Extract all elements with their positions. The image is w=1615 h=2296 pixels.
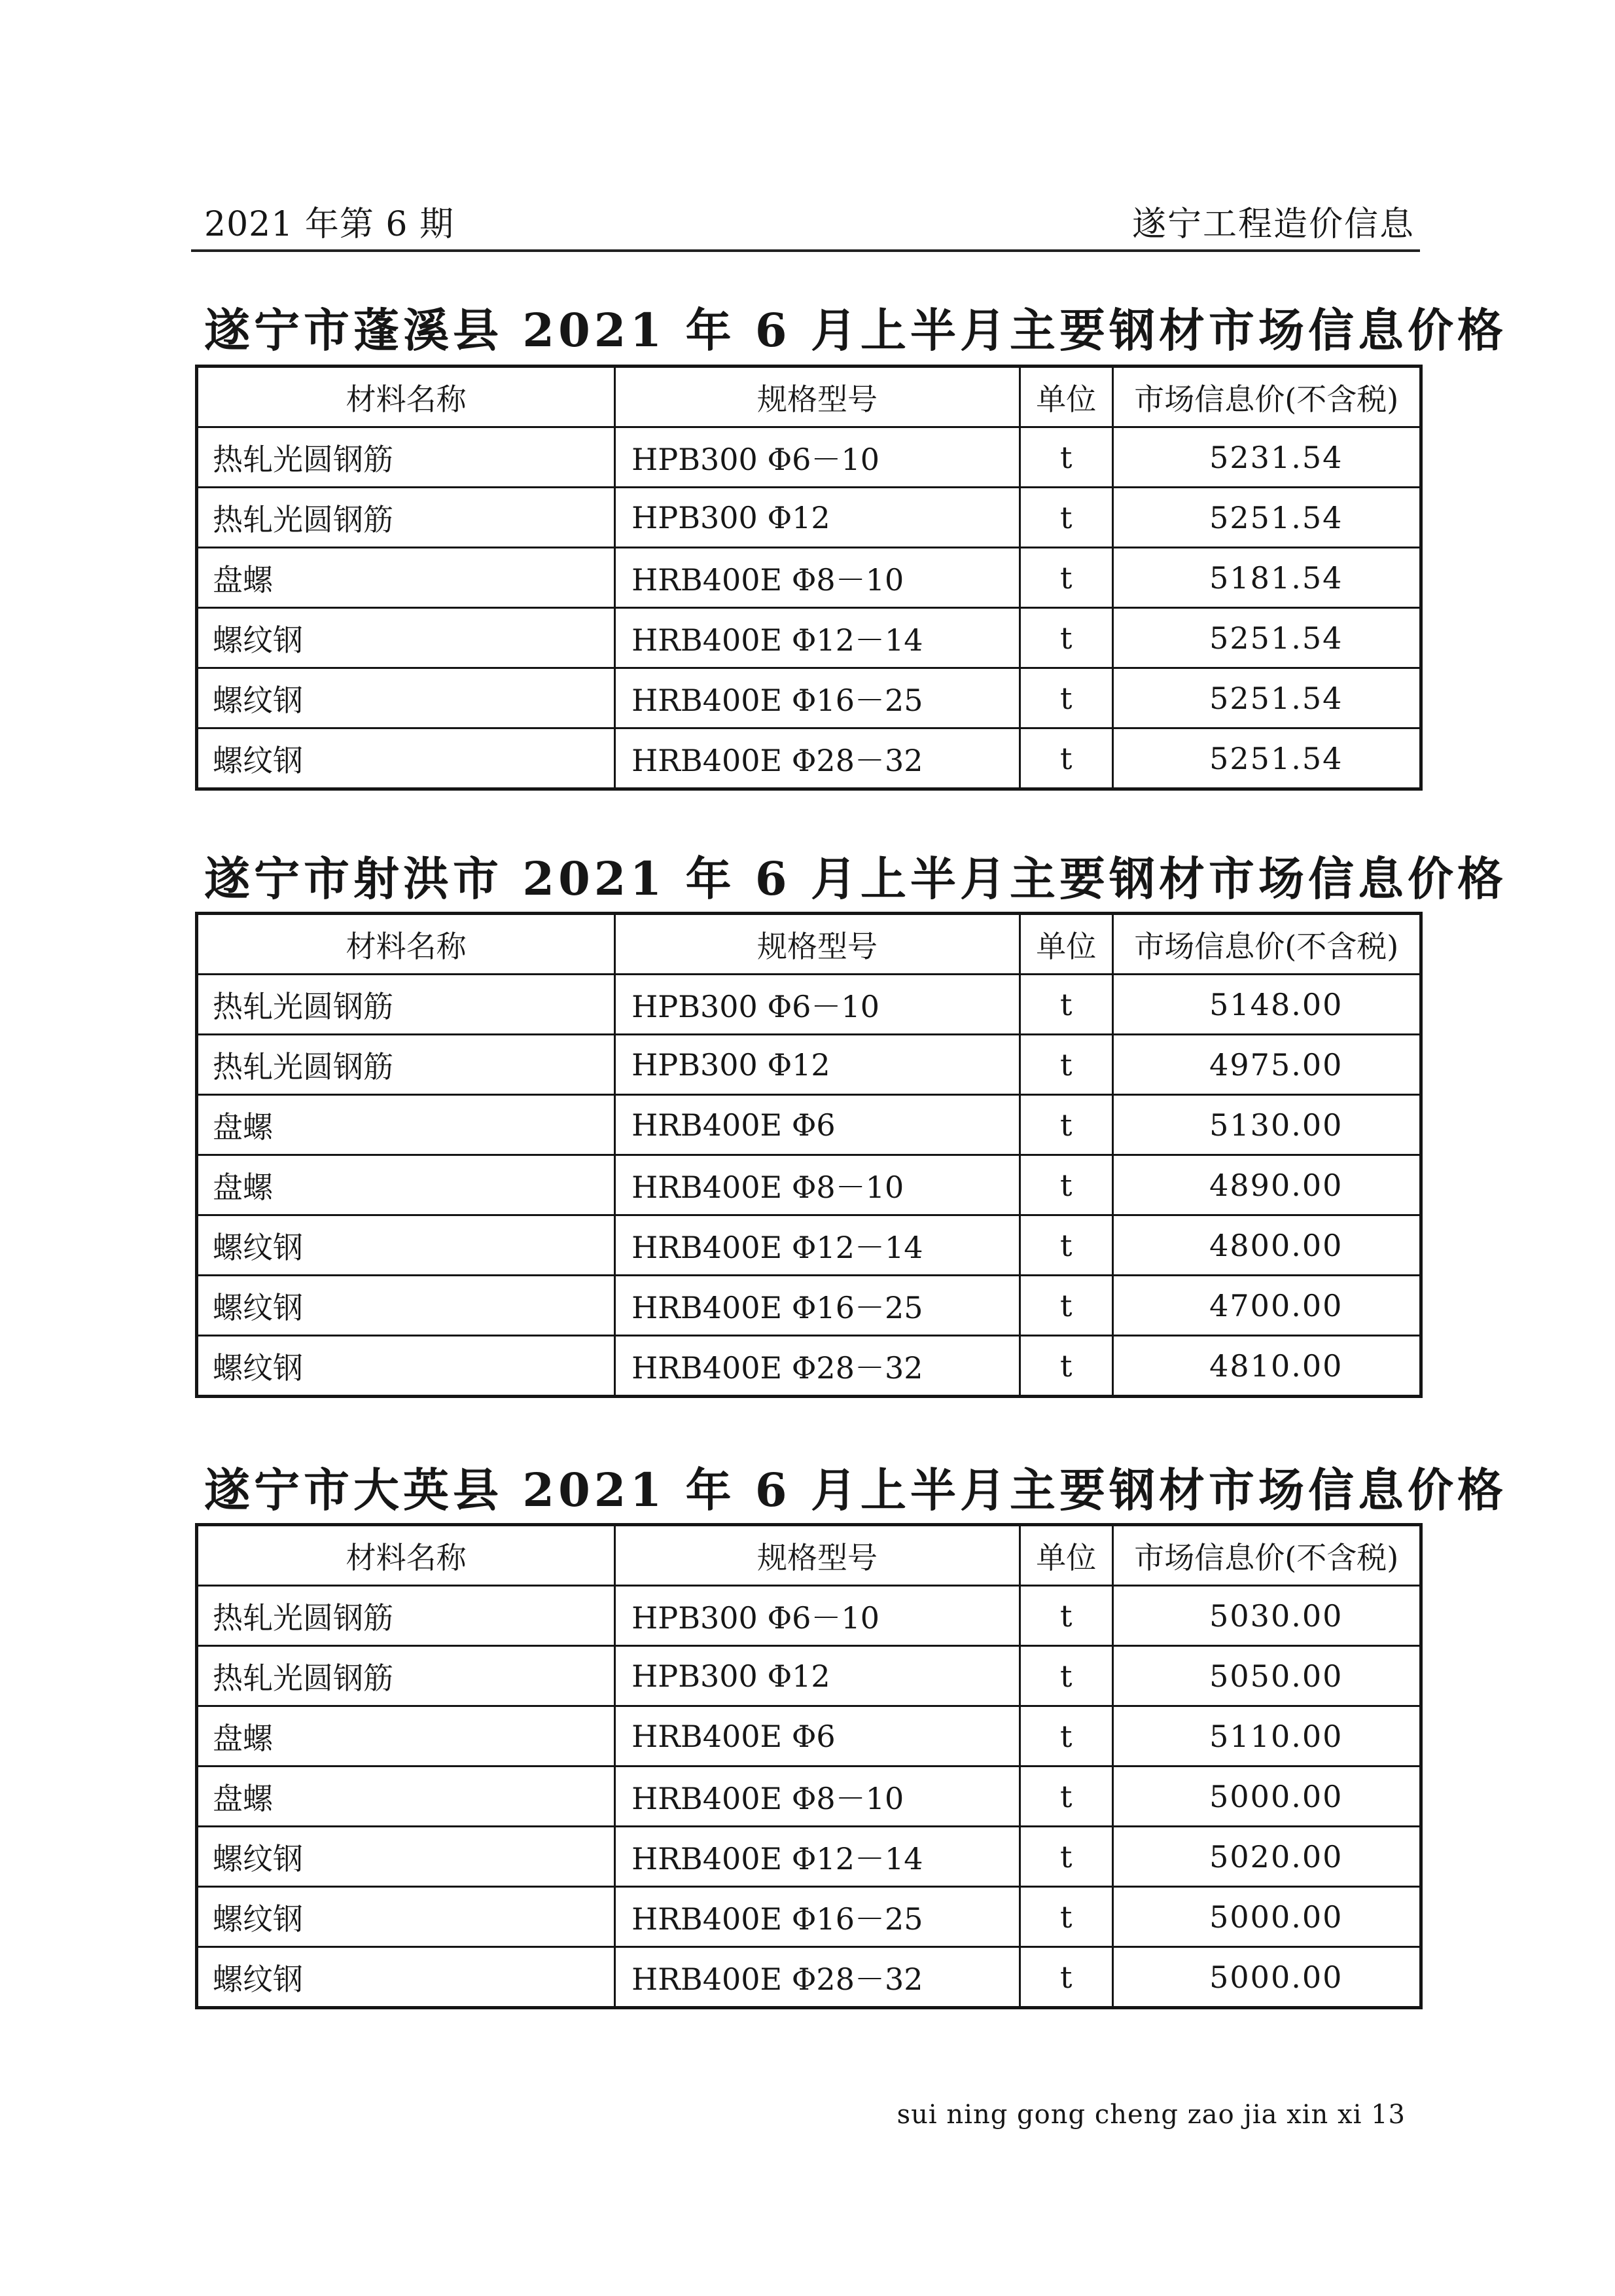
table-row <box>197 1887 1421 1947</box>
material-unit: t <box>1020 1827 1112 1887</box>
table-row <box>197 548 1421 608</box>
material-unit: t <box>1020 1035 1112 1095</box>
material-spec: HRB400E Φ16－25 <box>615 668 1020 728</box>
material-unit: t <box>1020 975 1112 1035</box>
material-unit: t <box>1020 1155 1112 1215</box>
page-footer: sui ning gong cheng zao jia xin xi 13 <box>896 2100 1406 2130</box>
material-price: 5030.00 <box>1112 1586 1421 1646</box>
table-row <box>197 728 1421 789</box>
material-price: 5148.00 <box>1112 975 1421 1035</box>
price-table-pengxi <box>195 365 1423 791</box>
table-row <box>197 427 1421 488</box>
material-price: 4810.00 <box>1112 1336 1421 1397</box>
table-row <box>197 1947 1421 2008</box>
material-name: 盘螺 <box>197 548 615 608</box>
table-row <box>197 1646 1421 1706</box>
material-name: 盘螺 <box>197 1767 615 1827</box>
material-name: 螺纹钢 <box>197 608 615 668</box>
table-header-row <box>197 914 1421 975</box>
table-row <box>197 1586 1421 1646</box>
material-spec: HPB300 Φ12 <box>615 488 1020 548</box>
material-name: 盘螺 <box>197 1155 615 1215</box>
material-price: 5251.54 <box>1112 668 1421 728</box>
material-price: 5110.00 <box>1112 1706 1421 1767</box>
table-row <box>197 1827 1421 1887</box>
table-header-row <box>197 1525 1421 1586</box>
column-header-name: 材料名称 <box>197 367 615 427</box>
material-price: 5251.54 <box>1112 488 1421 548</box>
section-title-shehong: 遂宁市射洪市 2021 年 6 月上半月主要钢材市场信息价格 <box>204 852 1508 906</box>
table-row <box>197 1095 1421 1155</box>
column-header-price: 市场信息价(不含税) <box>1112 1525 1421 1586</box>
material-name: 螺纹钢 <box>197 668 615 728</box>
material-price: 5130.00 <box>1112 1095 1421 1155</box>
column-header-spec: 规格型号 <box>615 367 1020 427</box>
column-header-unit: 单位 <box>1020 914 1112 975</box>
column-header-unit: 单位 <box>1020 1525 1112 1586</box>
material-unit: t <box>1020 548 1112 608</box>
material-unit: t <box>1020 1276 1112 1336</box>
material-price: 5000.00 <box>1112 1947 1421 2008</box>
price-table-shehong <box>195 912 1423 1398</box>
material-unit: t <box>1020 1095 1112 1155</box>
column-header-spec: 规格型号 <box>615 1525 1020 1586</box>
material-spec: HPB300 Φ6－10 <box>615 975 1020 1035</box>
material-name: 螺纹钢 <box>197 728 615 789</box>
price-table-daying <box>195 1523 1423 2009</box>
material-price: 4975.00 <box>1112 1035 1421 1095</box>
material-name: 热轧光圆钢筋 <box>197 975 615 1035</box>
material-price: 5000.00 <box>1112 1887 1421 1947</box>
material-spec: HPB300 Φ6－10 <box>615 1586 1020 1646</box>
table-row <box>197 1035 1421 1095</box>
material-price: 5050.00 <box>1112 1646 1421 1706</box>
material-spec: HRB400E Φ28－32 <box>615 728 1020 789</box>
material-unit: t <box>1020 608 1112 668</box>
material-name: 热轧光圆钢筋 <box>197 1586 615 1646</box>
material-price: 5231.54 <box>1112 427 1421 488</box>
material-spec: HRB400E Φ12－14 <box>615 1215 1020 1276</box>
section-title-pengxi: 遂宁市蓬溪县 2021 年 6 月上半月主要钢材市场信息价格 <box>204 303 1508 357</box>
material-name: 热轧光圆钢筋 <box>197 1035 615 1095</box>
material-unit: t <box>1020 1947 1112 2008</box>
material-price: 5000.00 <box>1112 1767 1421 1827</box>
issue-label: 2021 年第 6 期 <box>204 205 455 244</box>
material-unit: t <box>1020 728 1112 789</box>
column-header-price: 市场信息价(不含税) <box>1112 367 1421 427</box>
material-name: 螺纹钢 <box>197 1947 615 2008</box>
material-price: 5020.00 <box>1112 1827 1421 1887</box>
column-header-price: 市场信息价(不含税) <box>1112 914 1421 975</box>
table-row <box>197 1276 1421 1336</box>
table-row <box>197 668 1421 728</box>
material-unit: t <box>1020 427 1112 488</box>
material-spec: HRB400E Φ8－10 <box>615 548 1020 608</box>
material-name: 盘螺 <box>197 1706 615 1767</box>
column-header-unit: 单位 <box>1020 367 1112 427</box>
material-name: 螺纹钢 <box>197 1215 615 1276</box>
material-spec: HRB400E Φ28－32 <box>615 1947 1020 2008</box>
material-name: 盘螺 <box>197 1095 615 1155</box>
material-spec: HRB400E Φ6 <box>615 1706 1020 1767</box>
material-unit: t <box>1020 1646 1112 1706</box>
material-name: 螺纹钢 <box>197 1827 615 1887</box>
table-row <box>197 1706 1421 1767</box>
material-name: 螺纹钢 <box>197 1276 615 1336</box>
table-row <box>197 488 1421 548</box>
material-spec: HRB400E Φ8－10 <box>615 1767 1020 1827</box>
material-spec: HPB300 Φ12 <box>615 1035 1020 1095</box>
publication-title: 遂宁工程造价信息 <box>1131 205 1415 244</box>
material-price: 4800.00 <box>1112 1215 1421 1276</box>
material-unit: t <box>1020 1336 1112 1397</box>
material-spec: HPB300 Φ6－10 <box>615 427 1020 488</box>
material-spec: HRB400E Φ16－25 <box>615 1887 1020 1947</box>
material-price: 5181.54 <box>1112 548 1421 608</box>
column-header-spec: 规格型号 <box>615 914 1020 975</box>
material-spec: HRB400E Φ8－10 <box>615 1155 1020 1215</box>
column-header-name: 材料名称 <box>197 1525 615 1586</box>
column-header-name: 材料名称 <box>197 914 615 975</box>
table-row <box>197 1155 1421 1215</box>
material-price: 4700.00 <box>1112 1276 1421 1336</box>
table-row <box>197 1215 1421 1276</box>
material-spec: HRB400E Φ28－32 <box>615 1336 1020 1397</box>
material-price: 5251.54 <box>1112 728 1421 789</box>
material-unit: t <box>1020 488 1112 548</box>
material-spec: HRB400E Φ12－14 <box>615 1827 1020 1887</box>
material-price: 5251.54 <box>1112 608 1421 668</box>
material-spec: HPB300 Φ12 <box>615 1646 1020 1706</box>
material-price: 4890.00 <box>1112 1155 1421 1215</box>
material-unit: t <box>1020 1767 1112 1827</box>
header-divider <box>191 249 1420 252</box>
table-row <box>197 1767 1421 1827</box>
material-unit: t <box>1020 1215 1112 1276</box>
material-name: 热轧光圆钢筋 <box>197 1646 615 1706</box>
material-name: 螺纹钢 <box>197 1336 615 1397</box>
material-name: 热轧光圆钢筋 <box>197 488 615 548</box>
table-header-row <box>197 367 1421 427</box>
table-row <box>197 608 1421 668</box>
material-name: 螺纹钢 <box>197 1887 615 1947</box>
material-unit: t <box>1020 668 1112 728</box>
material-name: 热轧光圆钢筋 <box>197 427 615 488</box>
material-spec: HRB400E Φ16－25 <box>615 1276 1020 1336</box>
material-unit: t <box>1020 1887 1112 1947</box>
material-spec: HRB400E Φ6 <box>615 1095 1020 1155</box>
table-row <box>197 1336 1421 1397</box>
material-unit: t <box>1020 1586 1112 1646</box>
material-spec: HRB400E Φ12－14 <box>615 608 1020 668</box>
table-row <box>197 975 1421 1035</box>
material-unit: t <box>1020 1706 1112 1767</box>
section-title-daying: 遂宁市大英县 2021 年 6 月上半月主要钢材市场信息价格 <box>204 1463 1508 1517</box>
